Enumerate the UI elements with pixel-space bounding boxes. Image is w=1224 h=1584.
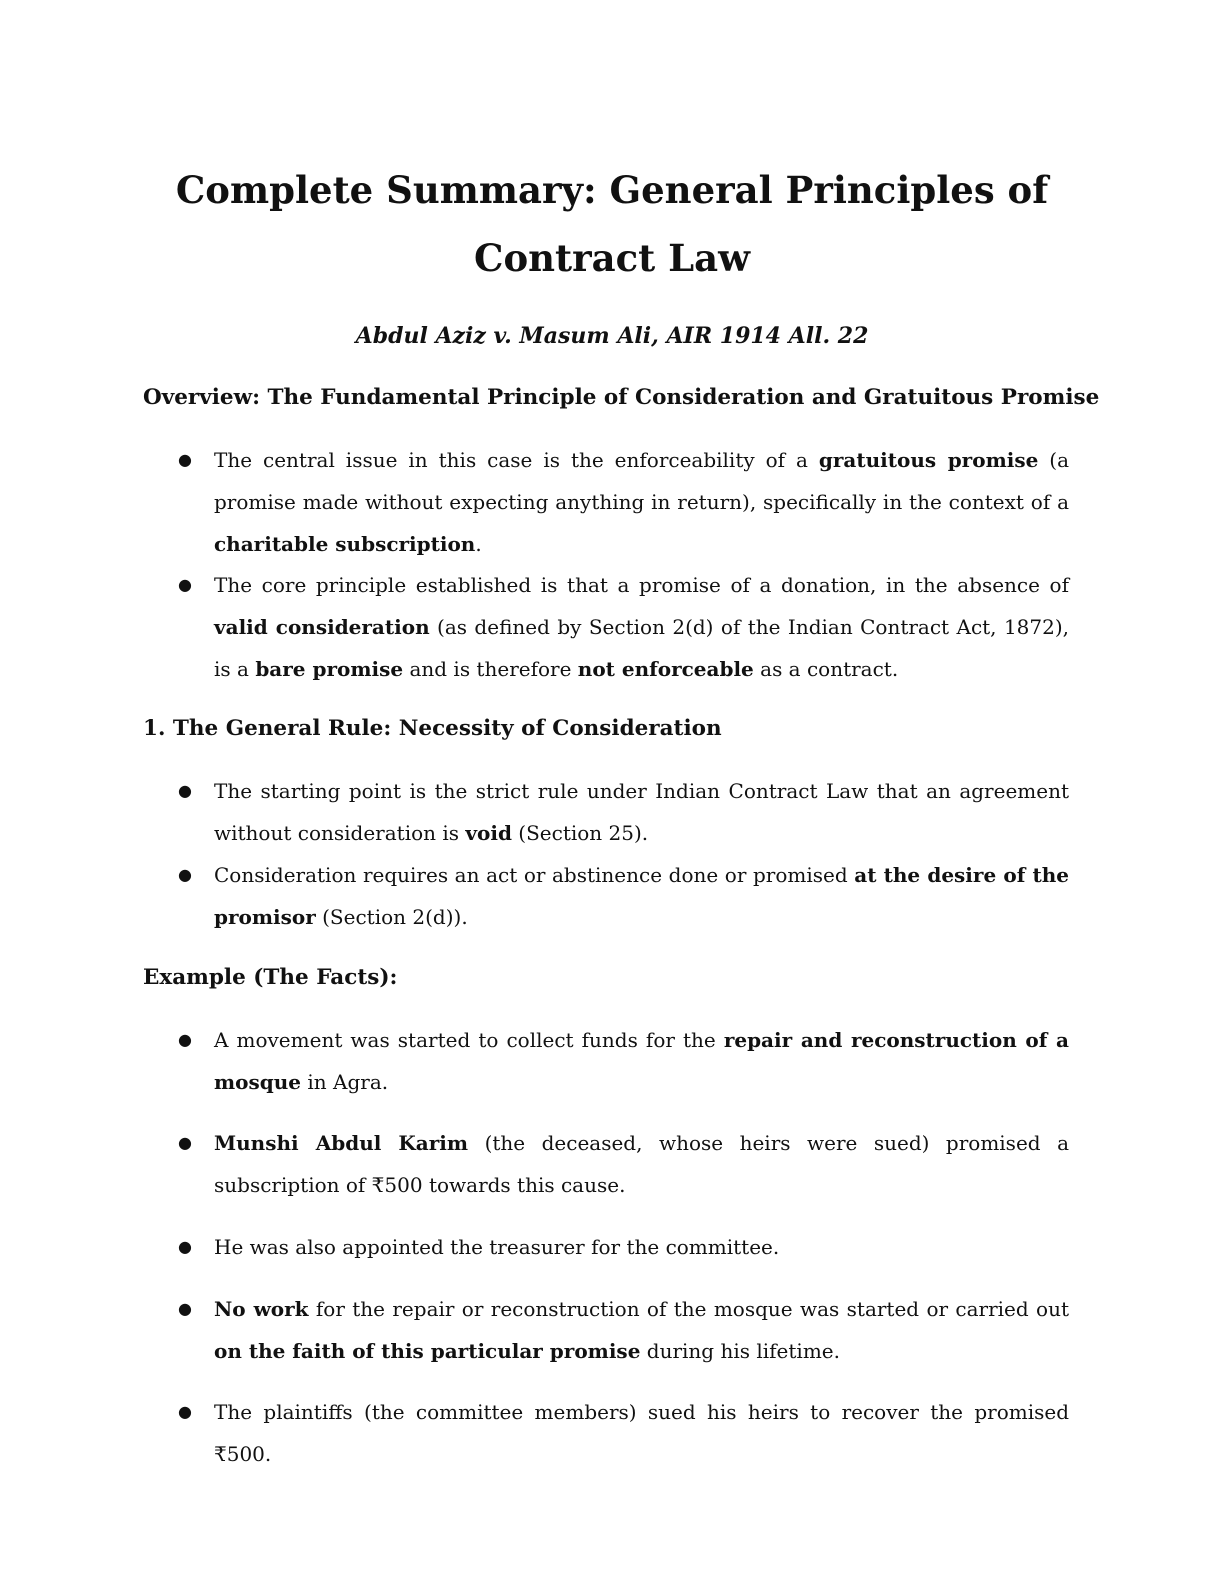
bullet-text (214, 1122, 1069, 1206)
bold-run: void (465, 821, 512, 845)
document-title: Complete Summary: General Principles of Contract Law (175, 168, 1049, 280)
text-run: Consideration requires an act or abstinence done or promised (214, 863, 855, 887)
bullet-text (214, 854, 1069, 938)
text-run: (Section 2(d)). (315, 905, 468, 929)
bullet-text (214, 770, 1069, 854)
text-run: and is therefore (403, 657, 578, 681)
text-run: for the repair or reconstruction of the mosque was started or carried out (308, 1297, 1070, 1321)
bold-run: bare promise (255, 657, 404, 681)
text-run: The plaintiffs (the committee members) sued his heirs to recover the promised ₹500. (214, 1400, 1069, 1466)
section-heading-general-rule: 1. The General Rule: Necessity of Consideration (143, 716, 722, 741)
bullet-icon: ● (178, 1237, 192, 1256)
section-heading-overview: Overview: The Fundamental Principle of Consideration and Gratuitous Promise (143, 385, 1100, 410)
bold-run: at the desire of the promisor (214, 863, 1069, 929)
bullet-icon: ● (178, 450, 192, 469)
bold-run: on the faith of this particular promise (214, 1339, 641, 1363)
text-run: The starting point is the strict rule under Indian Contract Law that an agreement without consideration is (214, 779, 1069, 845)
bold-run: charitable subscription (214, 532, 476, 556)
section-heading-example: Example (The Facts): (143, 965, 398, 990)
bullet-icon: ● (178, 1299, 192, 1318)
bold-run: valid consideration (214, 615, 430, 639)
text-run: . (475, 532, 482, 556)
text-run: as a contract. (753, 657, 899, 681)
bullet-text (214, 1019, 1069, 1103)
text-run: (as defined by Section 2(d) of the Indian Contract Act, 1872), is a (214, 615, 1070, 681)
case-citation: Abdul Aziz v. Masum Ali, AIR 1914 All. 22 (355, 323, 869, 349)
text-run: in Agra. (301, 1070, 389, 1094)
text-run: (Section 25). (511, 821, 649, 845)
bullet-icon: ● (178, 1402, 192, 1421)
text-run: He was also appointed the treasurer for the committee. (214, 1235, 780, 1259)
text-run: during his lifetime. (640, 1339, 840, 1363)
text-run: A movement was started to collect funds for the (214, 1028, 724, 1052)
bold-run: gratuitous promise (818, 448, 1039, 472)
bullet-text (214, 1288, 1069, 1372)
bullet-icon: ● (178, 781, 192, 800)
bold-run: repair and reconstruction of a mosque (214, 1028, 1069, 1094)
bullet-icon: ● (178, 1133, 192, 1152)
bold-run: Munshi Abdul Karim (214, 1131, 469, 1155)
bullet-text (214, 1226, 1069, 1268)
bold-run: No work (214, 1297, 309, 1321)
bold-run: not enforceable (577, 657, 754, 681)
bullet-icon: ● (178, 1030, 192, 1049)
text-run: The central issue in this case is the enforceability of a (214, 448, 819, 472)
text-run: (the deceased, whose heirs were sued) promised a subscription of ₹500 towards this cause. (214, 1131, 1069, 1197)
bullet-text (214, 439, 1069, 565)
bullet-text (214, 564, 1069, 690)
bullet-text (214, 1391, 1069, 1475)
bullet-icon: ● (178, 575, 192, 594)
text-run: (a promise made without expecting anything in return), specifically in the context of a (214, 448, 1069, 514)
text-run: The core principle established is that a promise of a donation, in the absence of (214, 573, 1069, 597)
bullet-icon: ● (178, 865, 192, 884)
